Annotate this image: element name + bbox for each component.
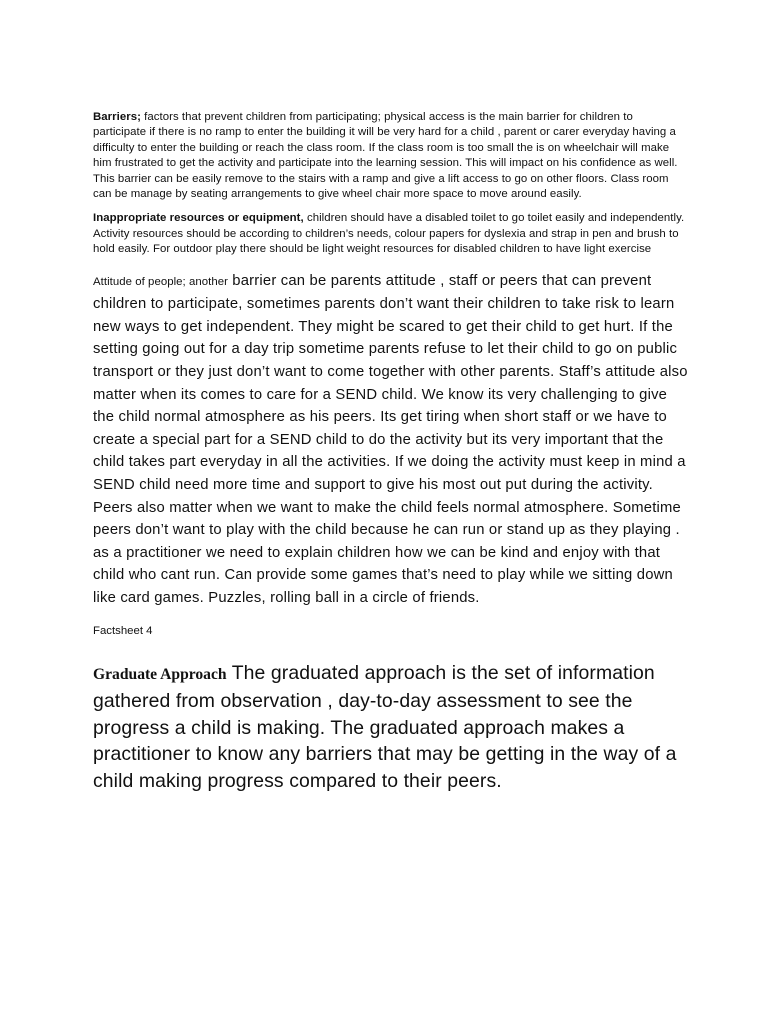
- attitude-text: barrier can be parents attitude , staff or peers that can prevent children to participate, sometimes parents don’t want their children to take risk to learn new ways to get independent. They might be scared to get their child to get hurt. If the setting going out for a day trip sometime parents refuse to let their child to go on public transport or they just don’t want to come together with other parents. Staff’s attitude also matter when its comes to care for a SEND child. We know its very challenging to give the child normal atmosphere as his peers. Its get tiring when short staff or we have to create a special part for a SEND child to do the activity but its very important that the child takes part everyday in all the activities. If we doing the activity must keep in mind a SEND child need more time and support to give his most out put during the activity. Peers also matter when we want to make the child feels normal atmosphere. Sometime peers don’t want to play with the child because he can run or stand up as they playing . as a practitioner we need to explain children how we can be kind and enjoy with that child who cant run. Can provide some games that’s need to play while we sitting down like card games. Puzzles, rolling ball in a circle of friends.: [93, 272, 688, 606]
- barriers-heading: Barriers;: [93, 111, 141, 123]
- graduate-paragraph: [93, 660, 688, 795]
- resources-paragraph: [93, 211, 688, 257]
- attitude-paragraph: [93, 270, 688, 610]
- document-page: [93, 110, 688, 794]
- attitude-lead: Attitude of people; another: [93, 275, 228, 288]
- resources-text: children should have a disabled toilet to go toilet easily and independently. Activity resources should be according to children’s needs, colour papers for dyslexia and strap in pen and brush to hold easily. For outdoor play there should be light weight resources for disabled children to have light exercise: [93, 212, 685, 256]
- barriers-text: factors that prevent children from participating; physical access is the main barrier for children to participate if there is no ramp to enter the building it will be very hard for a child , parent or carer everyday having a difficulty to enter the building or reach the class room. If the class room is too small the is on wheelchair will make him frustrated to get the activity and participate into the learning session. This will impact on his confidence as well. This barrier can be easily remove to the stairs with a ramp and give a lift access to go on other floors. Class room can be manage by seating arrangements to give wheel chair more space to move around easily.: [93, 111, 678, 201]
- graduate-heading: Graduate Approach: [93, 665, 227, 683]
- graduate-text: The graduated approach is the set of information gathered from observation , day-to-day assessment to see the progress a child is making. The graduated approach makes a practitioner to know any barriers that may be getting in the way of a child making progress compared to their peers.: [93, 661, 677, 792]
- barriers-paragraph: [93, 110, 688, 202]
- resources-heading: Inappropriate resources or equipment,: [93, 212, 304, 225]
- factsheet-label: Factsheet 4: [93, 624, 153, 637]
